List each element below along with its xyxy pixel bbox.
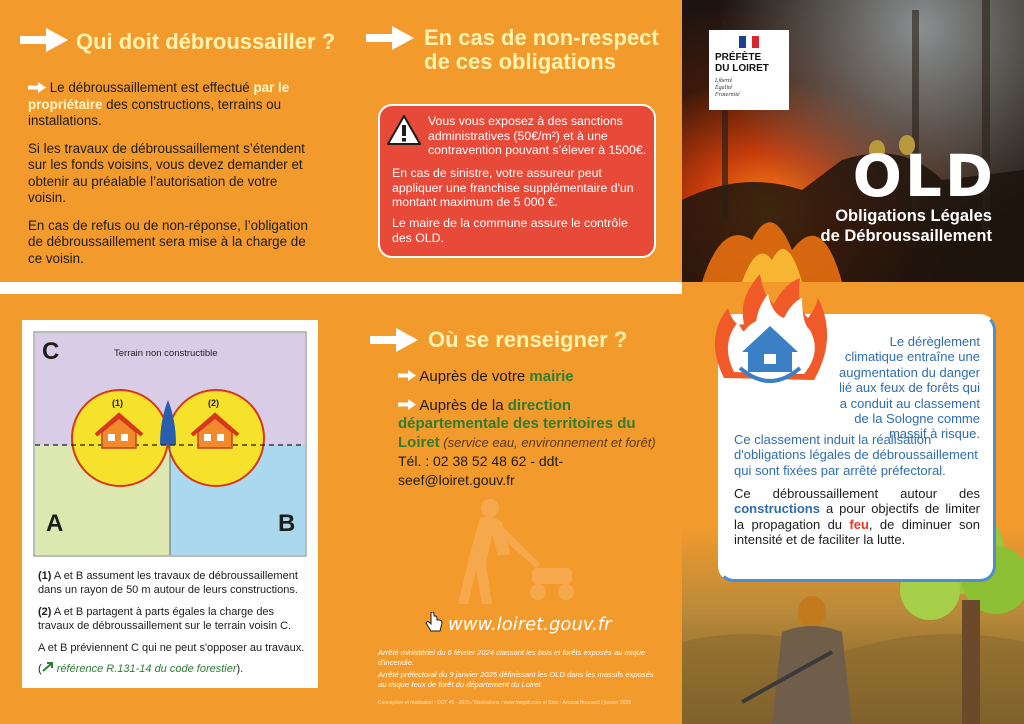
alert-paragraph-2: En cas de sinistre, votre assureur peut appliquer une franchise supplémentaire d'un montant maximum de 5 000 €. [392, 166, 634, 210]
cover-photo [682, 0, 1024, 282]
card-paragraph-2: Ce classement induit la réalisation d'obligations légales de débroussaillement qui sont fixées par arrêté préfectoral. [734, 432, 978, 478]
info-line-1: Auprès de votre mairie [398, 368, 658, 386]
pointer-hand-icon [424, 612, 444, 634]
zone-c-label: Terrain non constructible [114, 348, 218, 359]
warning-icon [386, 114, 422, 146]
section-title-who: Qui doit débroussailler ? [76, 29, 336, 54]
who-paragraph-2: Si les travaux de débroussaillement s’étendent sur les fonds voisins, vous devez demander et obtenir au préalable l’autorisation de votre voisin. [28, 140, 305, 205]
legend-4: ( référence R.131-14 du code forestier). [38, 663, 244, 675]
who-paragraph-3: En cas de refus ou de non-réponse, l’obligation de débroussaillement sera mise à la charge de ce voisin. [28, 217, 308, 266]
small-arrow-icon [398, 370, 416, 381]
arrow-up-right-icon [42, 662, 54, 672]
zone-a-letter: A [46, 510, 64, 537]
zone-b-letter: B [278, 510, 296, 537]
zone-c-letter: C [42, 338, 60, 365]
alert-paragraph-3: Le maire de la commune assure le contrôle des OLD. [392, 216, 628, 245]
cover-subtitle: Obligations Légales de Débroussaillement [820, 207, 992, 245]
legend-3: A et B préviennent C qui ne peut s'opposer au travaux. [38, 642, 305, 654]
website-link[interactable]: www.loiret.gouv.fr [448, 614, 612, 635]
arrow-icon [20, 28, 68, 52]
who-text [28, 80, 316, 278]
card-paragraph-3: Ce débroussaillement autour des constructions a pour objectifs de limiter la propagation du feu, de diminuer son intensité et de faciliter la lutte. [734, 486, 980, 548]
legend-1: (1) A et B assument les travaux de débroussaillement dans un rayon de 50 m autour de leurs constructions. [38, 570, 298, 596]
info-line-2: Auprès de la direction départementale des territoires du Loiret (service eau, environnement et forêt) Tél. : 02 38 52 48 62 - ddt-seef@loiret.gouv.fr [398, 397, 656, 488]
diagram-card [22, 320, 318, 688]
who-paragraph-1: Le débroussaillement est effectué par le propriétaire des constructions, terrains ou installations. [28, 80, 290, 128]
circle-2-label: (2) [208, 398, 219, 408]
sanctions-alert-box [378, 104, 656, 258]
panel-who [0, 0, 340, 282]
alert-paragraph-1: Vous vous exposez à des sanctions administratives (50€/m²) et à une contravention pouvant s’élever à 1500€. [428, 114, 647, 158]
cover-title: OLD [852, 142, 996, 210]
arrow-icon [366, 26, 414, 50]
section-title-sanctions: En cas de non-respect de ces obligations [424, 25, 659, 74]
circle-1-label: (1) [112, 398, 123, 408]
fold-line-horizontal [0, 282, 682, 294]
card-paragraph-1: Le dérèglement climatique entraîne une augmentation du danger lié aux feux de forêts qui a conduit au classement de la Sologne comme massif à risque. [839, 334, 980, 442]
small-arrow-icon [28, 82, 46, 93]
credits: Conception et réalisation : DDT 45 - 2025 / Illustrations : www.freepik.com et Sina - Arnaud Boucaud / janvier 2025 [378, 700, 632, 706]
arrow-icon [370, 328, 418, 352]
mower-illustration [420, 494, 590, 614]
legal-references: Arrêté ministériel du 6 février 2024 classant les bois et forêts exposés au risque d'incendie. Arrêté préfectoral du 9 janvier 2025 définissant les OLD dans les massifs exposés au risque feux de forêt du département du Loiret. [378, 648, 654, 689]
section-title-info: Où se renseigner ? [428, 327, 628, 352]
small-arrow-icon [398, 399, 416, 410]
prefecture-logo: PRÉFÈTE DU LOIRET Liberté Égalité Fraternité [709, 30, 789, 110]
legend-2: (2) A et B partagent à parts égales la charge des travaux de débroussaillement sur le terrain voisin C. [38, 606, 292, 632]
flag-icon [739, 36, 759, 48]
